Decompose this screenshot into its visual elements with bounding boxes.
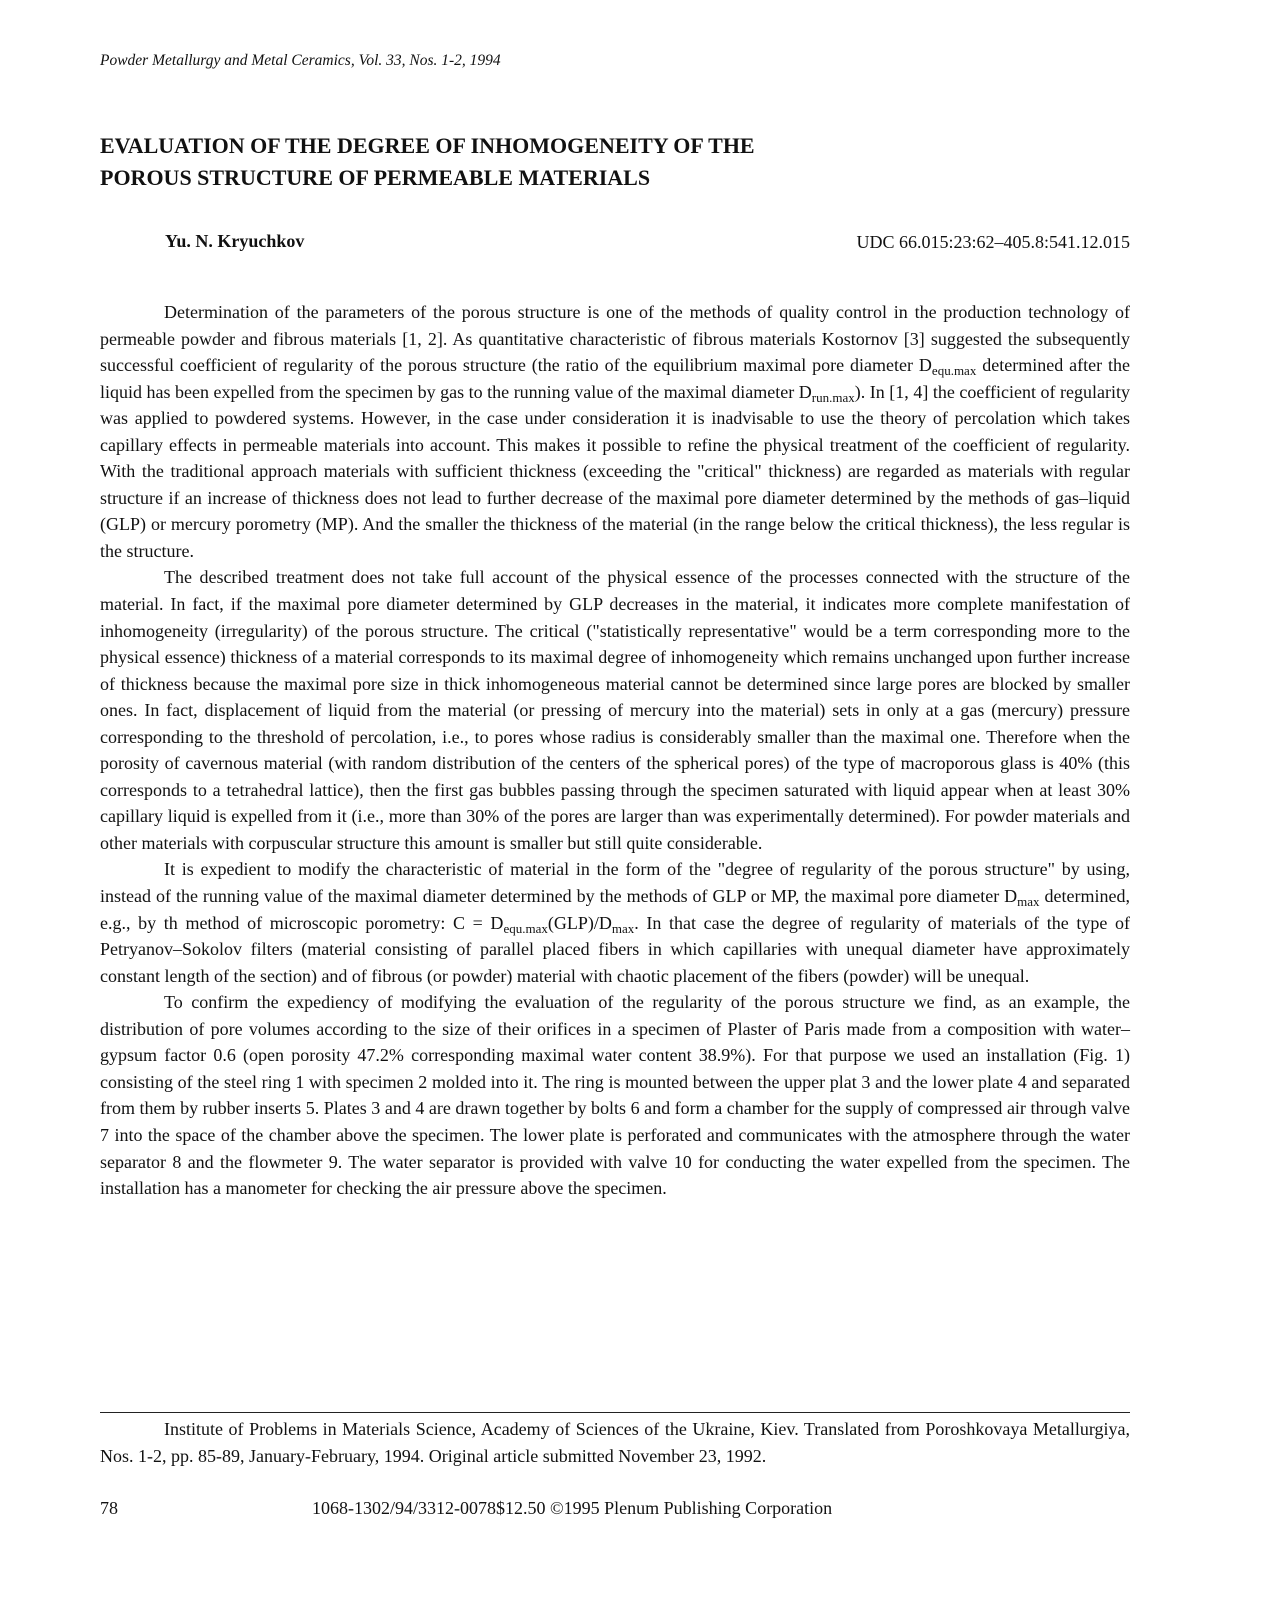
paragraph-text: determined, e.g., by th method of microscopic porometry: C = D <box>100 886 1131 933</box>
title-line-2: POROUS STRUCTURE OF PERMEABLE MATERIALS <box>100 165 651 190</box>
article-body <box>100 299 1130 1202</box>
copyright-line: 1068-1302/94/3312-0078$12.50 ©1995 Plenum Publishing Corporation <box>312 1498 833 1518</box>
paragraph-2: The described treatment does not take full account of the physical essence of the processes connected with the structure of the material. In fact, if the maximal pore diameter determined by GLP decreases in the material, it indicates more complete manifestation of inhomogeneity (irregularity) of the porous structure. The critical ("statistically representative" would be a term corresponding more to the physical essence) thickness of a material corresponds to its maximal degree of inhomogeneity which remains unchanged upon further increase of thickness because the maximal pore size in thick inhomogeneous material cannot be determined since large pores are blocked by smaller ones. In fact, displacement of liquid from the material (or pressing of mercury into the material) sets in only at a gas (mercury) pressure corresponding to the threshold of percolation, i.e., to pores whose radius is considerably smaller than the maximal one. Therefore when the porosity of cavernous material (with random distribution of the centers of the spherical pores) of the type of macroporous glass is 40% (this corresponds to a tetrahedral lattice), then the first gas bubbles passing through the specimen saturated with liquid appear when at least 30% capillary liquid is expelled from it (i.e., more than 30% of the pores are larger than was experimentally determined). For powder materials and other materials with corpuscular structure this amount is smaller but still quite considerable. <box>100 567 1130 853</box>
title-line-1: EVALUATION OF THE DEGREE OF INHOMOGENEITY OF THE <box>100 133 755 158</box>
article-title <box>100 130 1000 194</box>
footnote-divider <box>100 1412 1130 1413</box>
subscript: max <box>611 920 635 936</box>
udc-code: UDC 66.015:23:62–405.8:541.12.015 <box>856 232 1130 252</box>
paragraph-text: . In that case the degree of regularity of materials of the type of Petryanov–Sokolov filters (material consisting of parallel placed fibers in which capillaries with unequal diameter have approximately constant length of the section) and of fibrous (or powder) material with chaotic placement of the fibers (powder) will be unequal. <box>100 912 1130 986</box>
subscript: equ.max <box>503 920 548 936</box>
footnote: Institute of Problems in Materials Science, Academy of Sciences of the Ukraine, Kiev. Translated from Poroshkovaya Metallurgiya, Nos. 1-2, pp. 85-89, January-February, 1994. Original article submitted November 23, 1992. <box>100 1419 1130 1466</box>
paragraph-text: (GLP)/D <box>547 912 612 933</box>
subscript: run.max <box>811 389 855 405</box>
paragraph-4: To confirm the expediency of modifying the evaluation of the regularity of the porous structure we find, as an example, the distribution of pore volumes according to the size of their orifices in a specimen of Plaster of Paris made from a composition with water–gypsum factor 0.6 (open porosity 47.2% corresponding maximal water content 38.9%). For that purpose we used an installation (Fig. 1) consisting of the steel ring 1 with specimen 2 molded into it. The ring is mounted between the upper plat 3 and the lower plate 4 and separated from them by rubber inserts 5. Plates 3 and 4 are drawn together by bolts 6 and form a chamber for the supply of compressed air through valve 7 into the space of the chamber above the specimen. The lower plate is perforated and communicates with the atmosphere through the water separator 8 and the flowmeter 9. The water separator is provided with valve 10 for conducting the water expelled from the specimen. The installation has a manometer for checking the air pressure above the specimen. <box>100 992 1130 1199</box>
paragraph-text: ). In [1, 4] the coefficient of regularity was applied to powdered systems. However, in the case under consideration it is inadvisable to use the theory of percolation which takes capillary effects in permeable materials into account. This makes it possible to refine the physical treatment of the coefficient of regularity. With the traditional approach materials with sufficient thickness (exceeding the "critical" thickness) are regarded as materials with regular structure if an increase of thickness does not lead to further decrease of the maximal pore diameter determined by the methods of gas–liquid (GLP) or mercury porometry (MP). And the smaller the thickness of the material (in the range below the critical thickness), the less regular is the structure. <box>100 381 1130 561</box>
paragraph-text: It is expedient to modify the characteristic of material in the form of the "degree of regularity of the porous structure" by using, instead of the running value of the maximal diameter determined by the methods of GLP or MP, the maximal pore diameter D <box>100 859 1130 907</box>
journal-citation: Powder Metallurgy and Metal Ceramics, Vol. 33, Nos. 1-2, 1994 <box>100 52 501 69</box>
subscript: max <box>1017 894 1040 910</box>
paragraph-1 <box>100 299 1130 564</box>
subscript: equ.max <box>931 363 977 379</box>
page-number: 78 <box>100 1498 118 1518</box>
paragraph-text: determined after the liquid has been expelled from the specimen by gas to the running value of the maximal diameter D <box>100 355 1130 402</box>
paragraph-text: Determination of the parameters of the porous structure is one of the methods of quality control in the production technology of permeable powder and fibrous materials [1, 2]. As quantitative characteristic of fibrous materials Kostornov [3] suggested the subsequently successful coefficient of regularity of the porous structure (the ratio of the equilibrium maximal pore diameter D <box>100 302 1130 376</box>
author-name: Yu. N. Kryuchkov <box>165 231 305 251</box>
paragraph-3 <box>100 856 1130 989</box>
